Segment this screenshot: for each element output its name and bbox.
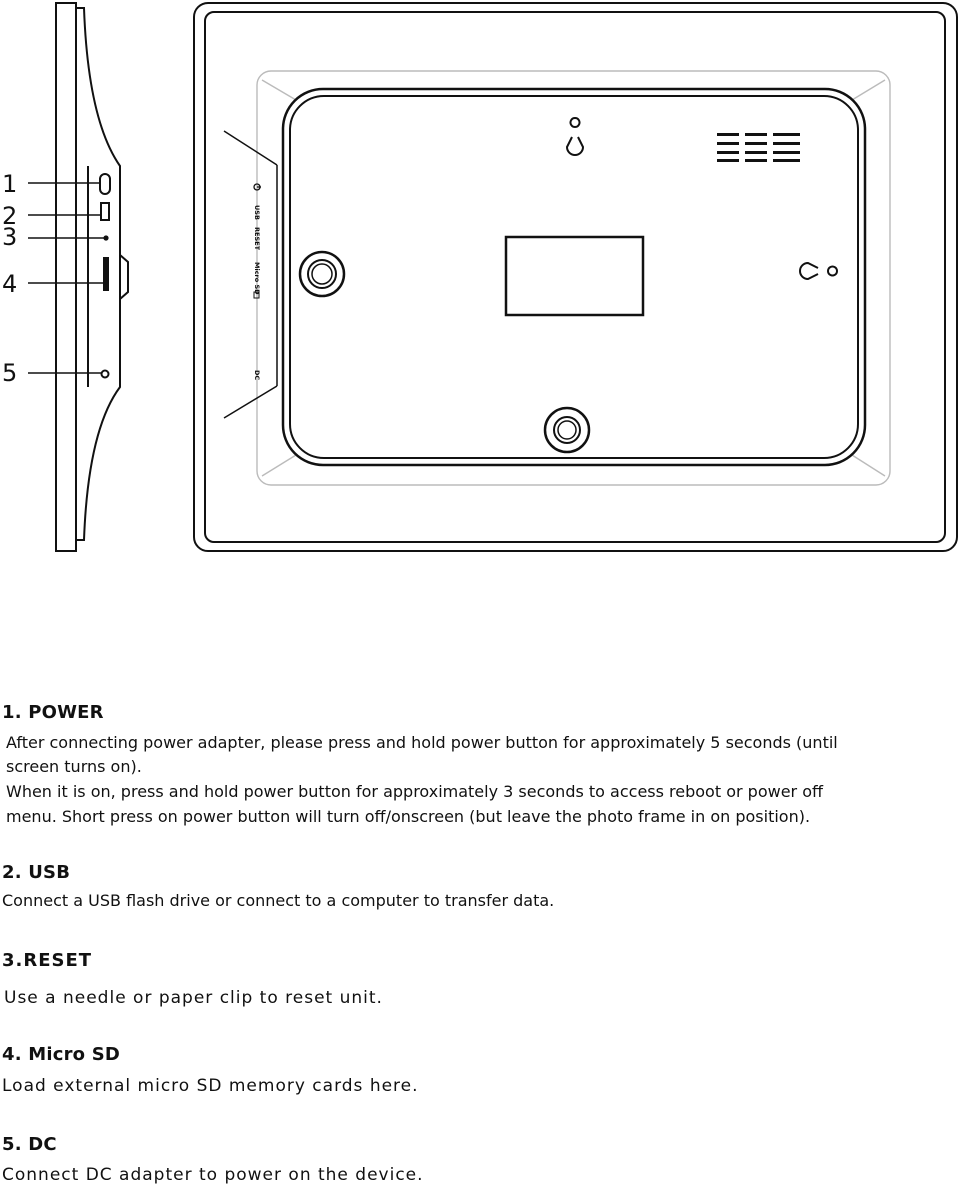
callout-leaders xyxy=(28,183,104,373)
back-view xyxy=(194,3,957,551)
speaker-vents xyxy=(717,133,800,162)
callout-2: 2 xyxy=(2,202,18,230)
usb-line-1: Connect a USB flash drive or connect to a computer to transfer data. xyxy=(2,891,555,910)
port-label-microsd: Micro SD xyxy=(253,262,261,295)
port-label-dc: DC xyxy=(253,370,261,381)
power-line-2: screen turns on). xyxy=(6,757,142,776)
section-title-reset: 3.RESET xyxy=(2,950,93,971)
side-view xyxy=(56,3,128,551)
power-line-4: menu. Short press on power button will turn off/onscreen (but leave the photo frame in on position). xyxy=(6,807,811,826)
microsd-line-1: Load external micro SD memory cards here. xyxy=(2,1076,419,1096)
power-line-3: When it is on, press and hold power button for approximately 3 seconds to access reboot or power off xyxy=(6,782,824,801)
power-port-shape xyxy=(100,174,110,194)
usb-port-shape xyxy=(101,203,109,220)
power-line-1: After connecting power adapter, please press and hold power button for approximately 5 seconds (until xyxy=(6,733,838,752)
reset-hole-shape xyxy=(104,236,107,239)
callout-5: 5 xyxy=(2,359,18,387)
section-title-power: 1. POWER xyxy=(2,702,104,723)
section-title-microsd: 4. Micro SD xyxy=(2,1044,120,1065)
callout-4: 4 xyxy=(2,270,18,298)
port-label-reset: RESET xyxy=(253,227,261,251)
callout-3: 3 xyxy=(2,223,18,251)
microsd-slot-shape xyxy=(104,258,108,290)
side-ports xyxy=(100,174,110,378)
dc-line-1: Connect DC adapter to power on the device. xyxy=(2,1165,424,1185)
reset-line-1: Use a needle or paper clip to reset unit. xyxy=(4,988,383,1008)
section-title-usb: 2. USB xyxy=(2,862,71,883)
port-label-usb: USB xyxy=(253,205,261,220)
callout-1: 1 xyxy=(2,170,18,198)
section-title-dc: 5. DC xyxy=(2,1134,57,1155)
dc-jack-shape xyxy=(102,371,109,378)
